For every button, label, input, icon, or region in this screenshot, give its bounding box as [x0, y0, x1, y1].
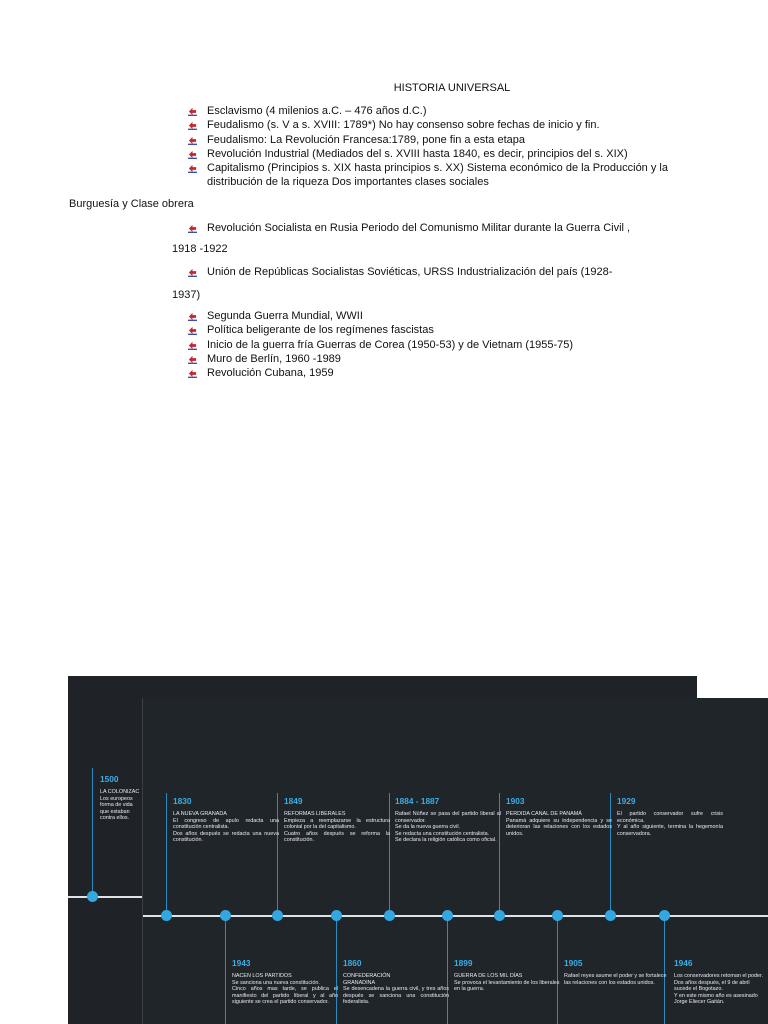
list-item-text: Segunda Guerra Mundial, WWII — [207, 310, 363, 322]
list-item — [188, 221, 708, 235]
event-title: REFORMAS LIBERALES — [284, 811, 346, 817]
arrow-bullet-icon — [188, 326, 197, 335]
event-description: Los europeos forma de vida que estaban contra ellos. — [100, 795, 133, 822]
arrow-bullet-icon — [188, 150, 197, 159]
list-item-text: Capitalismo (Principios s. XIX hasta principios s. XX) Sistema económico de la Producción y la distribución de la riqueza Dos importantes clases sociales — [207, 162, 668, 189]
timeline-front-panel — [142, 698, 768, 1024]
timeline-event-back — [100, 774, 142, 822]
timeline-dot — [87, 891, 98, 902]
event-year: 1849 — [284, 796, 303, 806]
bullet-list-4 — [188, 309, 668, 380]
event-description: Se provoca el levantamiento de los liberales en la guerra. — [454, 979, 560, 993]
arrow-bullet-icon — [188, 164, 197, 173]
event-year: 1899 — [454, 958, 473, 968]
arrow-bullet-icon — [188, 369, 197, 378]
timeline-dot — [659, 910, 670, 921]
list-item-text: Esclavismo (4 milenios a.C. – 476 años d.C.) — [207, 105, 427, 117]
event-description: Rafael reyes asume el poder y se fortalece las relaciones con los estados unidos. — [564, 973, 667, 986]
timeline-event — [343, 958, 449, 1006]
timeline-dot — [552, 910, 563, 921]
arrow-bullet-icon — [188, 224, 197, 233]
bullet-list-2 — [188, 221, 708, 235]
arrow-bullet-icon — [188, 268, 197, 277]
arrow-bullet-icon — [188, 355, 197, 364]
arrow-bullet-icon — [188, 107, 197, 116]
list-item — [188, 309, 668, 323]
event-year: 1884 - 1887 — [395, 796, 440, 806]
timeline-infographic — [68, 676, 768, 1024]
list-item — [188, 352, 668, 366]
list-item — [188, 265, 708, 279]
timeline-axis — [143, 915, 768, 917]
event-description: Panamá adquiere su independencia y se deterioran las relaciones con los estados unidos. — [506, 817, 612, 837]
paragraph-text: 1937) — [172, 289, 201, 301]
arrow-bullet-icon — [188, 341, 197, 350]
list-item — [188, 338, 668, 352]
event-year: 1903 — [506, 796, 525, 806]
list-item-text: Revolución Cubana, 1959 — [207, 367, 334, 380]
list-item-text: Feudalismo: La Revolución Francesa:1789, pone fin a esta etapa — [207, 133, 525, 146]
timeline-axis-back — [68, 896, 142, 898]
event-year: 1943 — [232, 958, 251, 968]
timeline-stem — [225, 917, 226, 1024]
list-item — [188, 366, 668, 380]
event-year: 1929 — [617, 796, 636, 806]
timeline-dot — [605, 910, 616, 921]
event-description: Los conservadores retoman el poder. Dos años después, el 9 de abril sucede el Bogotazo. Y en este mismo año es asesinado Jorge Eliecer Gaitán. — [674, 973, 763, 1006]
event-description: El partido conservador sufre crisis económica. Y al año siguiente, termina la hegemonía conservadora. — [617, 811, 723, 837]
document-title: HISTORIA UNIVERSAL — [393, 82, 511, 94]
list-item-text: Política beligerante de los regímenes fascistas — [207, 324, 434, 337]
arrow-bullet-icon — [188, 312, 197, 321]
list-item-text: Feudalismo (s. V a s. XVIII: 1789*) No hay consenso sobre fechas de inicio y fin. — [207, 119, 600, 132]
list-item-text: Inicio de la guerra fría Guerras de Corea (1950-53) y de Vietnam (1955-75) — [207, 338, 574, 351]
event-description: Se desencadena la guerra civil, y tres años después se sanciona una constitución federalista. — [343, 986, 449, 1006]
list-item — [188, 147, 668, 161]
list-item — [188, 118, 668, 132]
timeline-event — [232, 958, 338, 1006]
event-description: Rafael Núñez se pasa del partido liberal al conservador. Se da la nueva guerra civil. Se redacta una constitución centralista. Se declara la religión católica como oficial. — [395, 811, 501, 844]
paragraph-text: 1918 -1922 — [172, 243, 228, 255]
event-year: 1830 — [173, 796, 192, 806]
timeline-event — [506, 796, 612, 837]
timeline-event — [173, 796, 279, 844]
timeline-dot — [384, 910, 395, 921]
bullet-list-1 — [188, 104, 668, 190]
timeline-stem — [166, 793, 167, 915]
event-description: Empieza a reemplazarse la estructura colonial por la del capitalismo. Cuatro años después se reforma la constitución. — [284, 817, 390, 844]
timeline-event — [564, 958, 670, 986]
arrow-bullet-icon — [188, 121, 197, 130]
list-item — [188, 323, 668, 337]
event-title: LA COLONIZAC — [100, 789, 140, 795]
timeline-dot — [272, 910, 283, 921]
timeline-dot — [442, 910, 453, 921]
list-item-text: Unión de Repúblicas Socialistas Soviéticas, URSS Industrialización del país (1928- — [207, 266, 613, 278]
event-title: CONFEDERACIÓN GRANADINA — [343, 973, 391, 986]
timeline-stem — [92, 768, 93, 896]
timeline-dot — [331, 910, 342, 921]
timeline-event — [284, 796, 390, 844]
event-description: El congreso de apulo redacta una constitución centralista. Dos años después se redacta una nueva constitución. — [173, 817, 279, 844]
event-year: 1500 — [100, 774, 119, 784]
arrow-bullet-icon — [188, 136, 197, 145]
timeline-dot — [220, 910, 231, 921]
event-year: 1905 — [564, 958, 583, 968]
list-item-text: Revolución Industrial (Mediados del s. XVIII hasta 1840, es decir, principios del s. XIX) — [207, 147, 628, 160]
list-item-text: Revolución Socialista en Rusia Periodo del Comunismo Militar durante la Guerra Civil , — [207, 222, 631, 234]
event-title: LA NUEVA GRANADA — [173, 811, 227, 817]
timeline-event — [395, 796, 501, 844]
timeline-dot — [494, 910, 505, 921]
list-item — [188, 133, 668, 147]
list-item-text: Muro de Berlín, 1960 -1989 — [207, 352, 341, 365]
event-year: 1946 — [674, 958, 693, 968]
timeline-event — [454, 958, 560, 993]
event-title: GUERRA DE LOS MIL DÍAS — [454, 973, 523, 979]
timeline-event — [674, 958, 764, 1006]
list-item — [188, 161, 668, 190]
timeline-dot — [161, 910, 172, 921]
event-year: 1860 — [343, 958, 362, 968]
paragraph-text: Burguesía y Clase obrera — [69, 198, 194, 210]
event-description: Se sanciona una nueva constitución. Cinco años mas tarde, se publica el manifiesto del partido liberal y al año siguiente se crea el partido conservador. — [232, 979, 338, 1006]
list-item — [188, 104, 668, 118]
event-title: PERDIDA CANAL DE PANAMÁ — [506, 811, 582, 817]
timeline-event — [617, 796, 723, 837]
bullet-list-3 — [188, 265, 708, 279]
event-title: NACEN LOS PARTIDOS — [232, 973, 292, 979]
